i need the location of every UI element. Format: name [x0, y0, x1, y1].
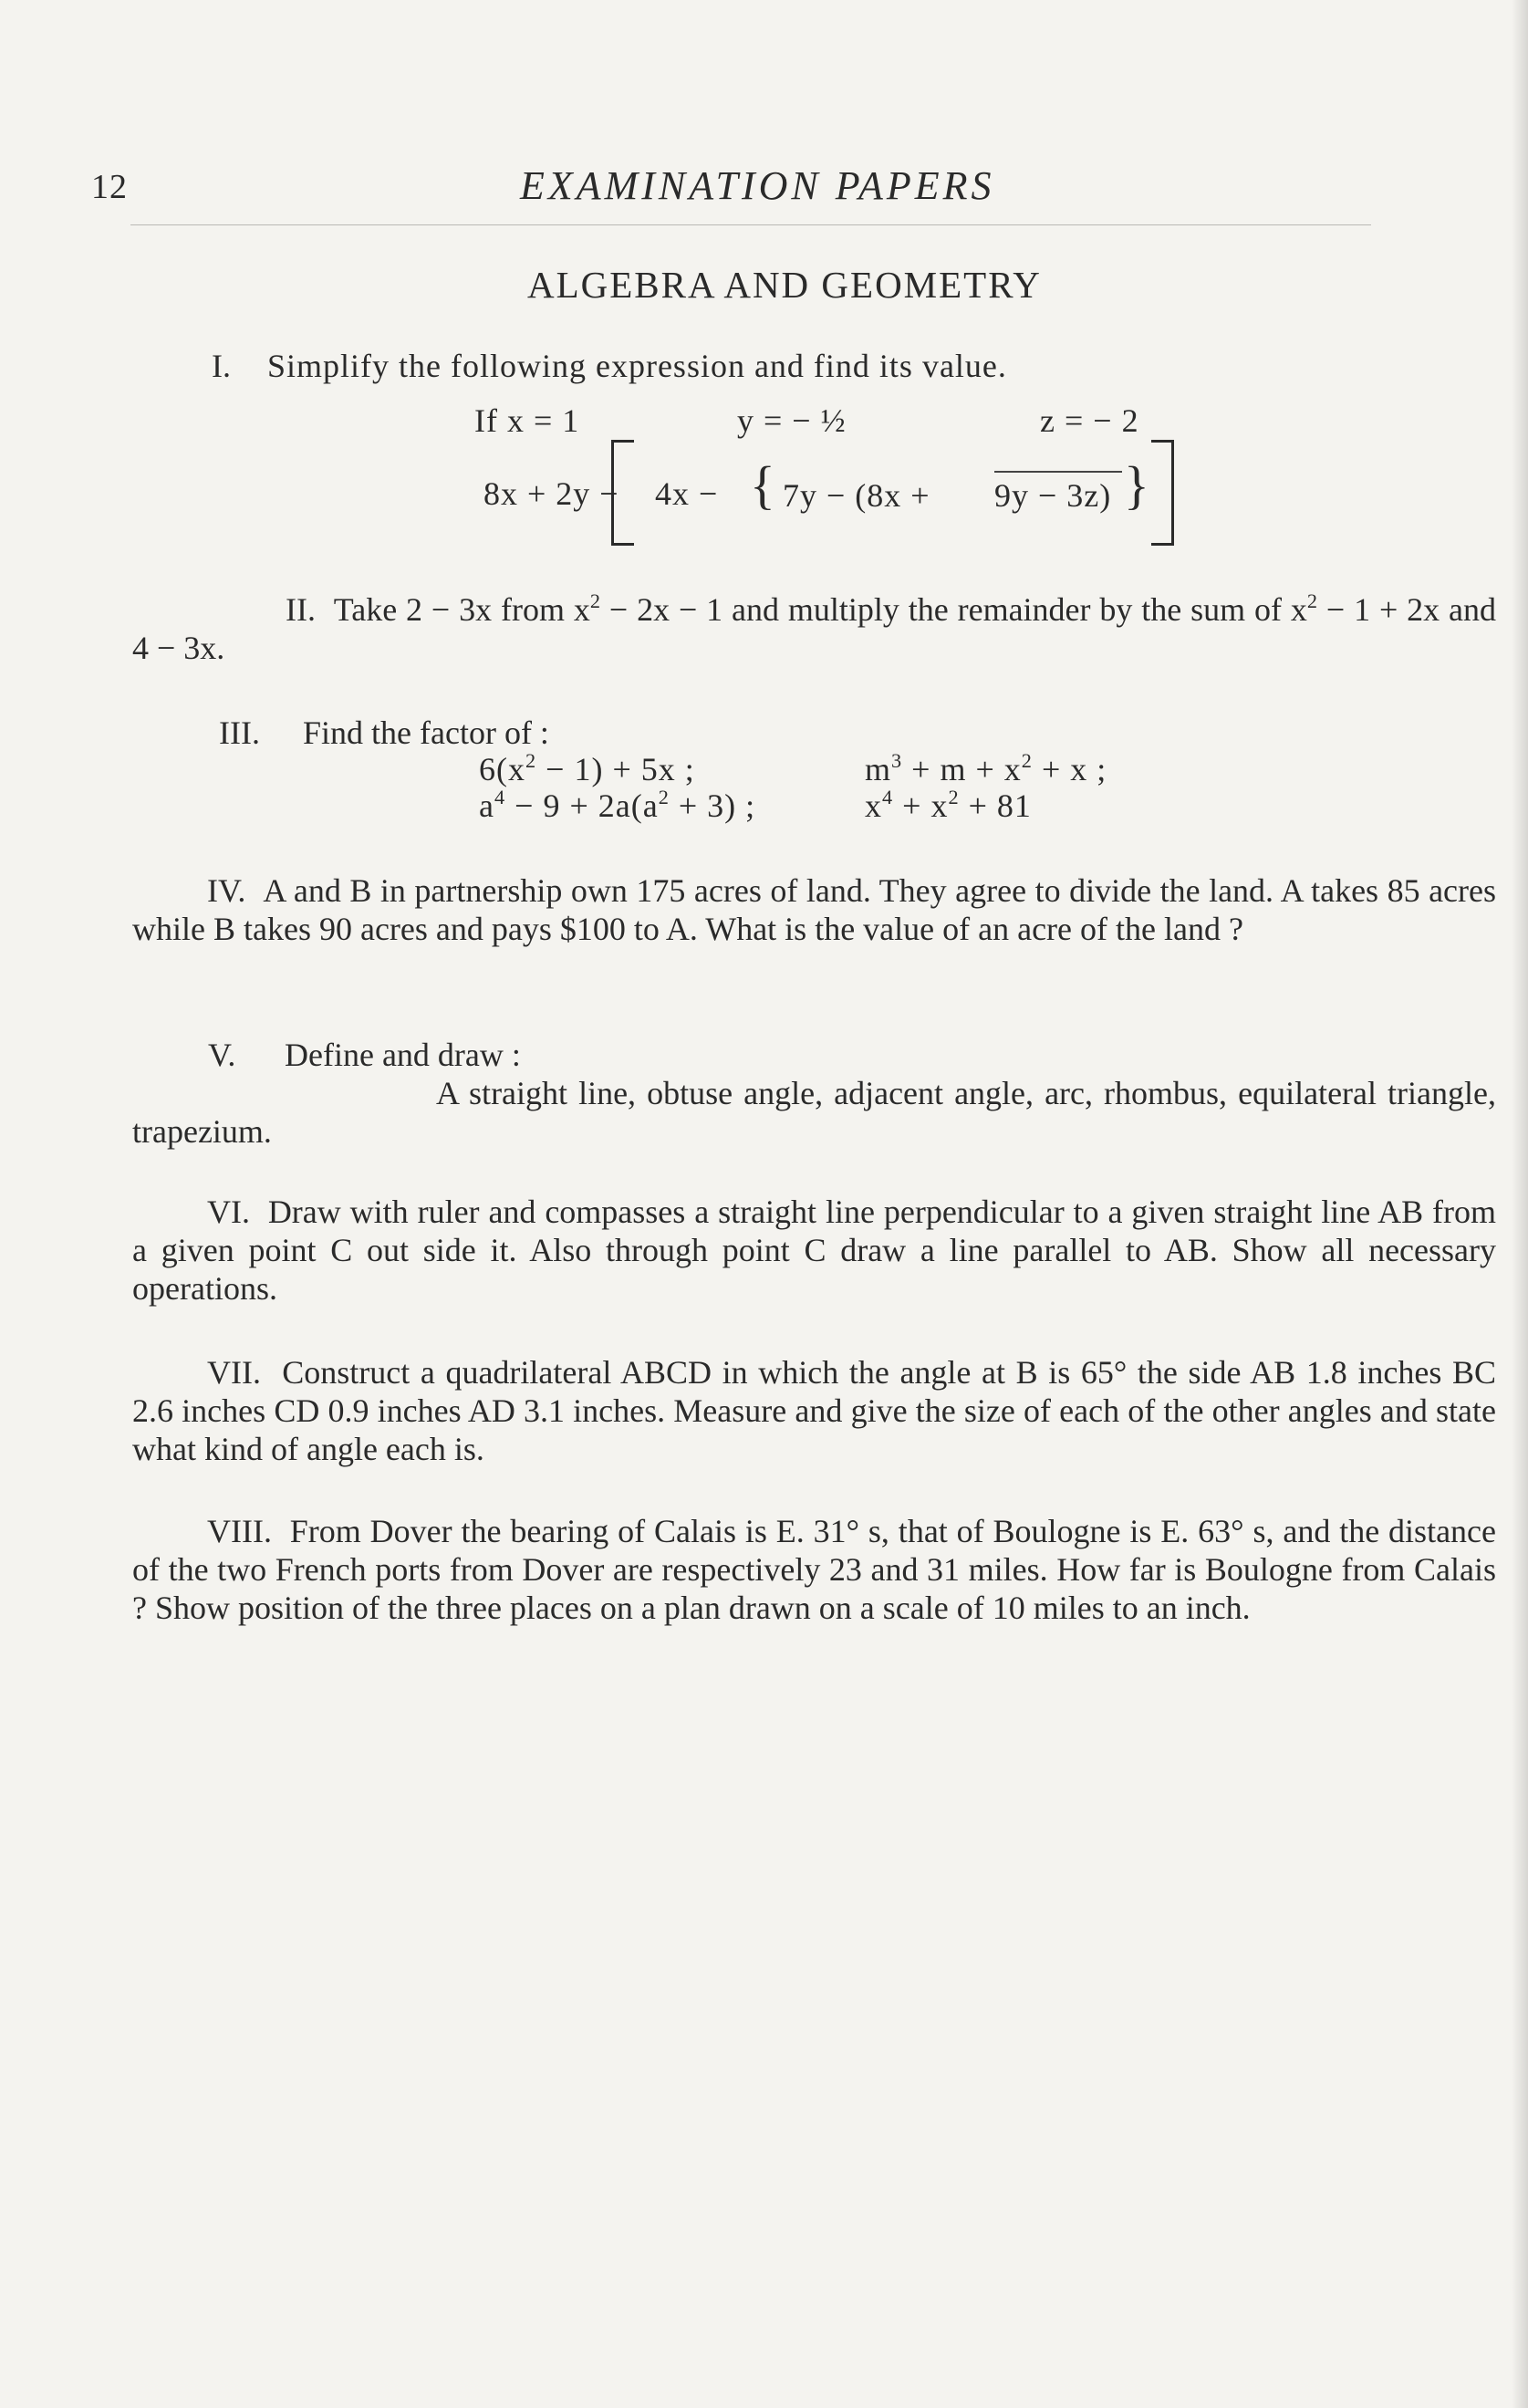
question-4 — [132, 871, 1496, 948]
q5-numeral: V. — [208, 1037, 236, 1073]
vinculum-bar — [994, 471, 1122, 473]
right-square-bracket — [1151, 440, 1174, 546]
q2-text-b: − 2x − 1 and multiply the remainder by the sum of x — [600, 591, 1307, 628]
q1-y-value: y = − ½ — [737, 402, 847, 439]
q6-text: Draw with ruler and compasses a straight line perpendicular to a given straight line AB from a given point C out side it. Also through point C draw a line parallel to AB. Show all necessary operations. — [132, 1194, 1496, 1307]
q3-numeral: III. — [219, 714, 260, 751]
question-8 — [132, 1512, 1496, 1627]
q6-numeral: VI. — [207, 1194, 250, 1230]
q1-numeral: I. — [212, 348, 231, 384]
question-2 — [132, 590, 1496, 667]
question-7 — [132, 1353, 1496, 1468]
left-brace: { — [750, 455, 775, 515]
page-number: 12 — [91, 168, 128, 206]
q5-list: A straight line, obtuse angle, adjacent angle, arc, rhombus, equilateral triangle, trapezium. — [132, 1075, 1496, 1150]
q1-expr-part-d: 9y − 3z) — [994, 477, 1112, 514]
q2-sup-b: 2 — [1306, 589, 1318, 613]
header-rule — [130, 224, 1371, 225]
q1-if-x: If x = 1 — [474, 402, 580, 439]
q1-expr-part-b: 4x − — [655, 475, 719, 512]
left-square-bracket — [611, 440, 634, 546]
q7-text: Construct a quadrilateral ABCD in which the angle at B is 65° the side AB 1.8 inches BC 2.6 inches CD 0.9 inches AD 3.1 inches. Measure and give the size of each of the other angles and state what kind of angle each is. — [132, 1354, 1496, 1467]
q1-z-value: z = − 2 — [1040, 402, 1139, 439]
q3-factor-1: $6(x^2 - 1) + 5x$ ; — [479, 749, 695, 787]
q2-numeral: II. — [286, 591, 316, 628]
q8-text: From Dover the bearing of Calais is E. 31° s, that of Boulogne is E. 63° s, and the distance of the two French ports from Dover are respectively 23 and 31 miles. How far is Boulogne from Calais ? Show position of the three places on a plan drawn on a scale of 10 miles to an inch. — [132, 1513, 1497, 1626]
q2-text-c: − 1 + 2x and 4 − 3x. — [132, 591, 1497, 666]
running-title: EXAMINATION PAPERS — [520, 163, 995, 208]
q3-factor-3: $a^4 - 9 + 2a(a^2 + 3)$ ; — [479, 786, 756, 824]
q5-text: Define and draw : — [285, 1037, 521, 1073]
q7-numeral: VII. — [207, 1354, 261, 1391]
q1-expr-part-a: 8x + 2y − — [483, 475, 619, 512]
q2-sup-a: 2 — [589, 589, 601, 613]
q4-numeral: IV. — [207, 872, 246, 909]
q3-factor-4: $x^4 + x^2 + 81$ — [865, 786, 1032, 824]
page-edge-shadow — [1512, 0, 1528, 2408]
question-6 — [132, 1193, 1496, 1308]
section-title: ALGEBRA AND GEOMETRY — [527, 264, 1042, 306]
q1-expr-part-c: 7y − (8x + — [783, 477, 930, 514]
q1-text: Simplify the following expression and find its value. — [267, 348, 1007, 384]
right-brace: } — [1124, 455, 1149, 515]
q8-numeral: VIII. — [207, 1513, 272, 1549]
q3-text: Find the factor of : — [303, 714, 549, 751]
q3-factor-2: $m^3 + m + x^2 + x$ ; — [865, 749, 1107, 787]
q4-text: A and B in partnership own 175 acres of land. They agree to divide the land. A takes 85 acres while B takes 90 acres and pays $100 to A. What is the value of an acre of the land ? — [132, 872, 1497, 947]
q2-text-a: Take 2 − 3x from x — [333, 591, 590, 628]
